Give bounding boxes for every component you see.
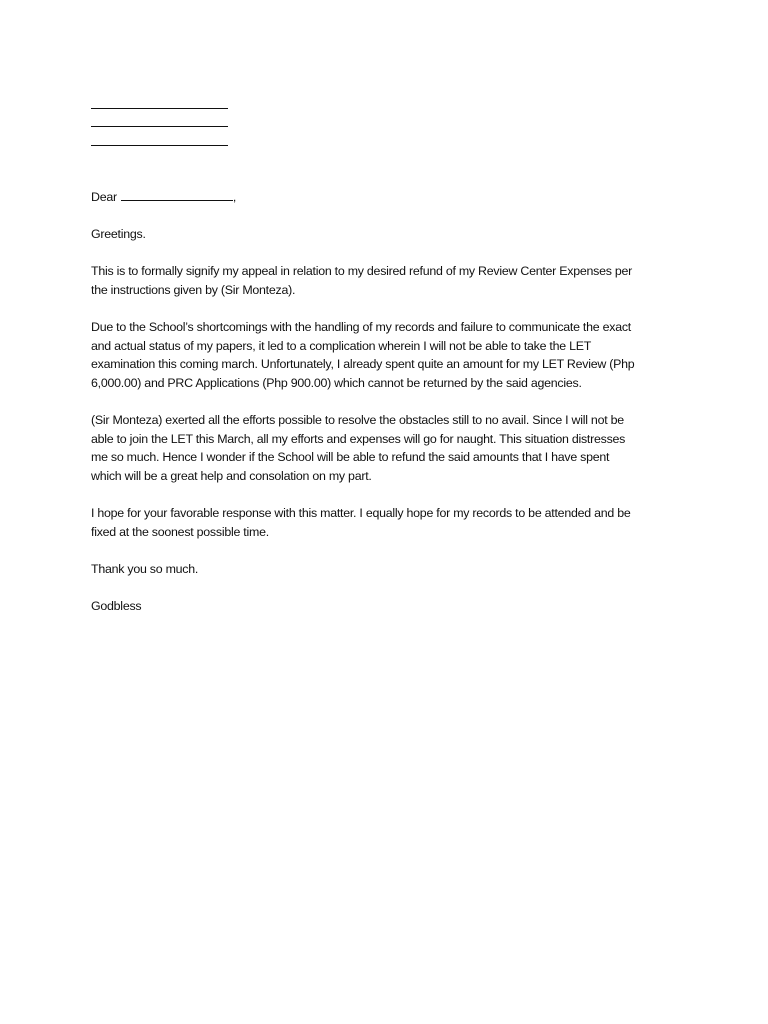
address-block [91,95,691,151]
paragraph-efforts: (Sir Monteza) exerted all the efforts possible to resolve the obstacles still to no avail. Since I will not be able to join the LET this March, all my efforts and expenses will go for naught. This situation distresses me so much. Hence I wonder if the School will be able to refund the said amounts that I have spent which will be a great help and consolation on my part. [91,413,626,483]
paragraph-hope: I hope for your favorable response with this matter. I equally hope for my records to be attended and be fixed at the soonest possible time. [91,506,631,539]
address-blank-line-2 [91,114,228,133]
signoff: Godbless [91,599,142,614]
letter-body [91,95,691,634]
paragraph-appeal: This is to formally signify my appeal in relation to my desired refund of my Review Center Expenses per the instructions given by (Sir Monteza). [91,264,633,297]
closing-line: Thank you so much. [91,561,199,576]
recipient-blank-line [121,188,233,201]
salutation [91,188,691,207]
greeting: Greetings. [91,227,146,242]
paragraph-reason: Due to the School’s shortcomings with the handling of my records and failure to communicate the exact and actual status of my papers, it led to a complication wherein I will not be able to take the LET examination this coming march. Unfortunately, I already spent quite an amount for my LET Review (Php 6,000.00) and PRC Applications (Php 900.00) which cannot be returned by the said agencies. [91,320,635,390]
address-blank-line-3 [91,132,228,151]
address-blank-line-1 [91,95,228,114]
salutation-suffix: , [232,189,237,204]
salutation-prefix: Dear [91,189,117,204]
